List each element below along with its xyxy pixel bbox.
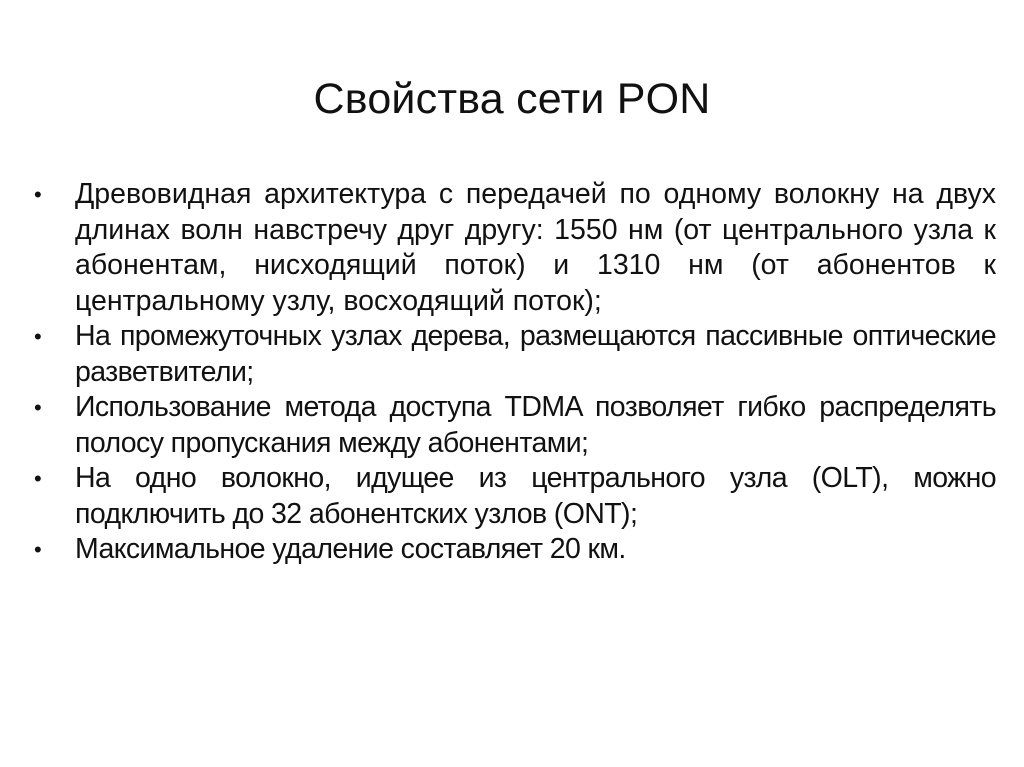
bullet-text: Использование метода доступа TDMA позволяет гибко распределять полосу пропускания между абонентами; — [75, 391, 996, 459]
bullet-text: Древовидная архитектура с передачей по одному волокну на двух длинах волн навстречу друг другу: 1550 нм (от центрального узла к абонентам, нисходящий поток) и 1310 нм (от абонентов к центральному узлу, восходящий поток); — [75, 178, 996, 317]
bullet-item-max-distance — [30, 532, 996, 568]
bullet-text: На промежуточных узлах дерева, размещаются пассивные оптические разветвители; — [75, 320, 996, 388]
bullet-list — [30, 177, 996, 568]
bullet-text: На одно волокно, идущее из центрального узла (OLT), можно подключить до 32 абонентских узлов (ONT); — [75, 462, 996, 530]
bullet-item-architecture — [30, 177, 996, 319]
bullet-dot-icon: • — [34, 537, 42, 562]
bullet-dot-icon: • — [34, 324, 42, 349]
slide-title: Свойства сети PON — [313, 74, 711, 123]
bullet-dot-icon: • — [34, 182, 42, 207]
bullet-item-olt-ont — [30, 461, 996, 532]
bullet-text: Максимальное удаление составляет 20 км. — [75, 533, 626, 565]
bullet-item-splitters — [30, 319, 996, 390]
bullet-dot-icon: • — [34, 466, 42, 491]
bullet-item-tdma — [30, 390, 996, 461]
bullet-dot-icon: • — [34, 395, 42, 420]
